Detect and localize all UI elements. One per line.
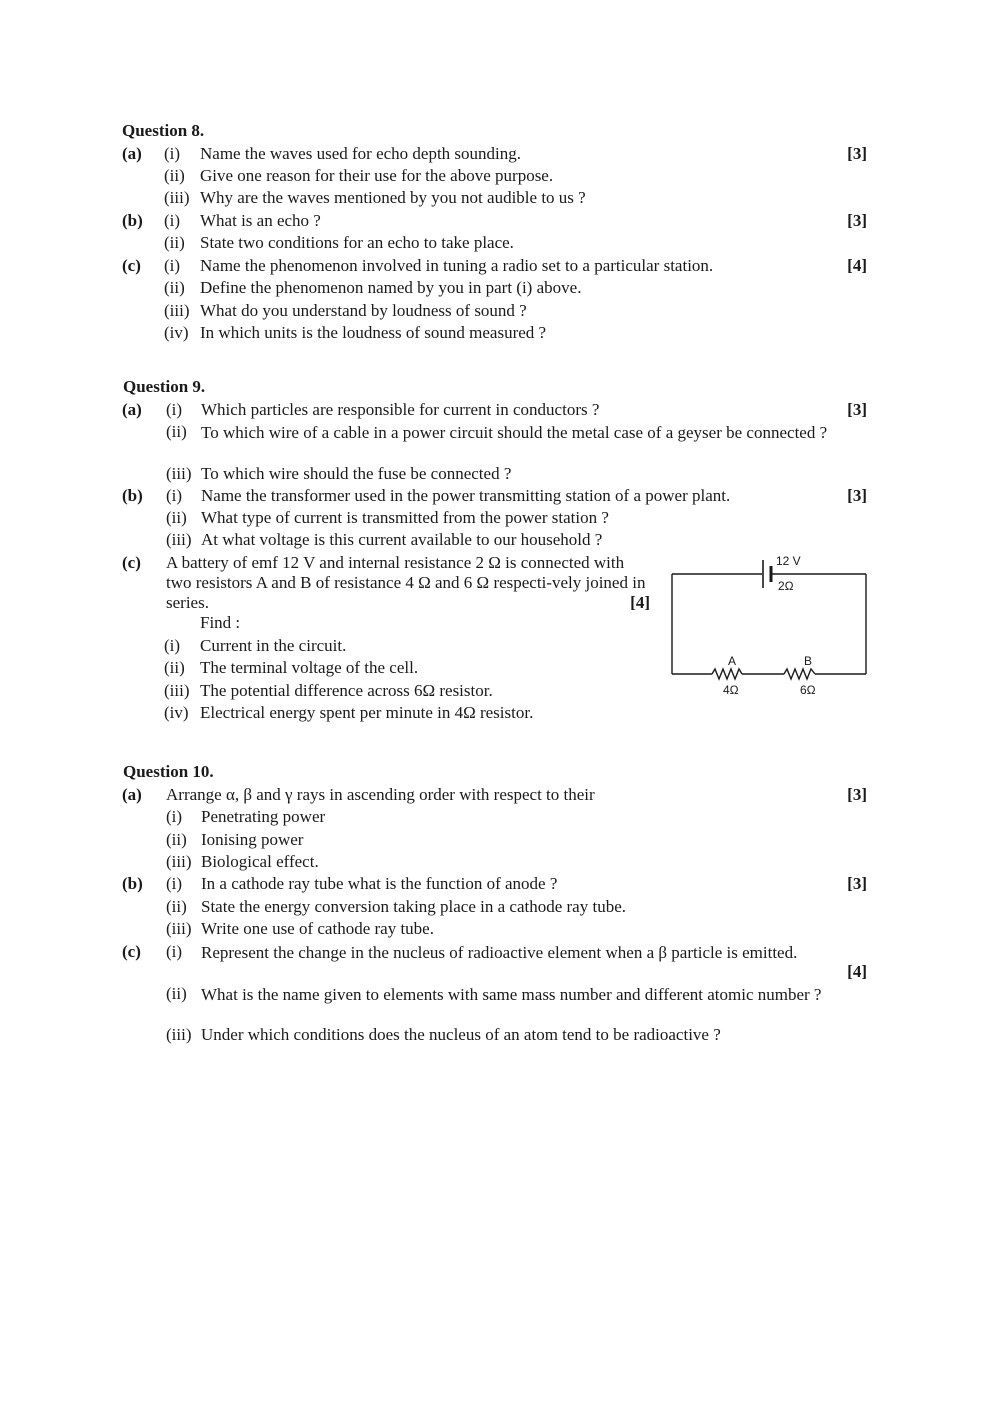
question-text: State two conditions for an echo to take place.: [200, 233, 514, 252]
q9-b-i: [0, 485, 992, 507]
q8-b-ii: [0, 232, 992, 254]
q9-a-iii: [0, 463, 992, 485]
q9-c-i: [0, 635, 650, 657]
q10-a-iii: [0, 851, 992, 873]
part-label: (a): [122, 144, 142, 163]
subpart-number: (i): [166, 400, 183, 419]
q8-c-iii: [0, 300, 992, 322]
subpart-number: (ii): [166, 508, 187, 527]
question-text: Define the phenomenon named by you in part (i) above.: [200, 278, 582, 297]
subpart-number: (i): [166, 942, 183, 961]
q10-b-ii: [0, 896, 992, 918]
marks: [3]: [847, 785, 867, 804]
q9-b-ii: [0, 507, 992, 529]
q8-c-iv: [0, 322, 992, 344]
resistor-a-name: A: [728, 654, 737, 668]
subpart-number: (ii): [166, 830, 187, 849]
subpart-number: (ii): [166, 984, 187, 1003]
question-text: Name the waves used for echo depth sounding.: [200, 144, 522, 163]
subpart-number: (i): [166, 486, 183, 505]
find-label: Find :: [200, 613, 241, 632]
q8-b-i: [0, 210, 992, 232]
marks: [3]: [847, 211, 867, 230]
question-text: What type of current is transmitted from the power station ?: [201, 508, 609, 527]
question-text: A battery of emf 12 V and internal resistance 2 Ω is connected with two resistors A and B of resistance 4 Ω and 6 Ω respecti-vely joined in series.: [166, 553, 646, 612]
question-text: Arrange α, β and γ rays in ascending order with respect to their: [166, 785, 595, 804]
subpart-number: (iv): [164, 703, 189, 722]
subpart-number: (ii): [164, 233, 185, 252]
question-text: Ionising power: [201, 830, 304, 849]
question-text: What do you understand by loudness of sound ?: [200, 301, 527, 320]
subpart-number: (ii): [164, 166, 185, 185]
subpart-number: (iv): [164, 323, 189, 342]
q9-a-ii: [0, 421, 992, 463]
part-label: (a): [122, 785, 142, 804]
question-text: What is the name given to elements with same mass number and different atomic number ?: [201, 985, 822, 1004]
subpart-number: (i): [164, 256, 181, 275]
subpart-number: (i): [164, 144, 181, 163]
q8-a-ii: [0, 165, 992, 187]
question-text: Why are the waves mentioned by you not audible to us ?: [200, 188, 586, 207]
question-text: Biological effect.: [201, 852, 319, 871]
part-label: (b): [122, 874, 143, 893]
question-text: Current in the circuit.: [200, 636, 347, 655]
subpart-number: (iii): [164, 301, 190, 320]
part-label: (c): [122, 553, 141, 572]
question-text: In which units is the loudness of sound measured ?: [200, 323, 547, 342]
subpart-number: (i): [166, 807, 183, 826]
resistor-b-value: 6Ω: [800, 683, 816, 697]
subpart-number: (iii): [166, 464, 192, 483]
q10-a-ii: [0, 829, 992, 851]
q8-a-i: [0, 143, 992, 165]
question-text: Under which conditions does the nucleus of an atom tend to be radioactive ?: [201, 1025, 721, 1044]
question-text: At what voltage is this current available to our household ?: [201, 530, 603, 549]
q10-a-i: [0, 806, 992, 828]
q10-b-i: [0, 873, 992, 895]
marks: [3]: [847, 400, 867, 419]
subpart-number: (ii): [166, 897, 187, 916]
subpart-number: (ii): [164, 658, 185, 677]
question-text: Represent the change in the nucleus of radioactive element when a β particle is emitted.: [201, 943, 798, 962]
question-text: Which particles are responsible for current in conductors ?: [201, 400, 600, 419]
subpart-number: (i): [166, 874, 183, 893]
q10-c-i: [0, 941, 992, 983]
part-label: (b): [122, 211, 143, 230]
question-text: Give one reason for their use for the above purpose.: [200, 166, 554, 185]
question-10-title: Question 10.: [123, 762, 214, 781]
subpart-number: (iii): [166, 919, 192, 938]
subpart-number: (iii): [164, 681, 190, 700]
marks: [4]: [847, 962, 867, 981]
q9-c-ii: [0, 657, 650, 679]
question-8-title: Question 8.: [122, 121, 205, 140]
subpart-number: (i): [164, 211, 181, 230]
subpart-number: (iii): [164, 188, 190, 207]
resistor-a-value: 4Ω: [723, 683, 739, 697]
subpart-number: (i): [164, 636, 181, 655]
q8-c-ii: [0, 277, 992, 299]
question-text: To which wire should the fuse be connected ?: [201, 464, 512, 483]
subpart-number: (ii): [166, 422, 187, 441]
subpart-number: (ii): [164, 278, 185, 297]
resistor-a: [712, 669, 742, 679]
part-label: (b): [122, 486, 143, 505]
subpart-number: (iii): [166, 852, 192, 871]
q10-a-intro: [0, 784, 992, 806]
question-text: State the energy conversion taking place in a cathode ray tube.: [201, 897, 626, 916]
emf-label: 12 V: [776, 554, 801, 568]
question-text: The potential difference across 6Ω resistor.: [200, 681, 493, 700]
question-text: Write one use of cathode ray tube.: [201, 919, 434, 938]
q9-c-iv: [0, 702, 650, 724]
q9-c-iii: [0, 680, 650, 702]
subpart-number: (iii): [166, 530, 192, 549]
part-label: (a): [122, 400, 142, 419]
marks: [3]: [847, 874, 867, 893]
marks: [4]: [630, 593, 650, 612]
question-text: Penetrating power: [201, 807, 326, 826]
q10-b-iii: [0, 918, 992, 940]
part-label: (c): [122, 256, 141, 275]
question-text: Name the phenomenon involved in tuning a radio set to a particular station.: [200, 256, 714, 275]
question-text: Name the transformer used in the power transmitting station of a power plant.: [201, 486, 731, 505]
q8-c-i: [0, 255, 992, 277]
question-text: What is an echo ?: [200, 211, 321, 230]
q10-c-ii: [0, 983, 992, 1025]
subpart-number: (iii): [166, 1025, 192, 1044]
q9-a-i: [0, 399, 992, 421]
question-text: Electrical energy spent per minute in 4Ω resistor.: [200, 703, 534, 722]
marks: [3]: [847, 144, 867, 163]
question-9-title: Question 9.: [123, 377, 206, 396]
marks: [3]: [847, 486, 867, 505]
q10-c-iii: [0, 1024, 992, 1046]
internal-resistance-label: 2Ω: [778, 579, 794, 593]
part-label: (c): [122, 942, 141, 961]
resistor-b-name: B: [804, 654, 813, 668]
q9-c-find: [0, 612, 600, 634]
question-text: To which wire of a cable in a power circuit should the metal case of a geyser be connected ?: [201, 423, 828, 442]
resistor-b: [784, 669, 815, 679]
q8-a-iii: [0, 187, 992, 209]
circuit-diagram: [660, 548, 880, 708]
question-text: In a cathode ray tube what is the function of anode ?: [201, 874, 558, 893]
question-text: The terminal voltage of the cell.: [200, 658, 419, 677]
marks: [4]: [847, 256, 867, 275]
